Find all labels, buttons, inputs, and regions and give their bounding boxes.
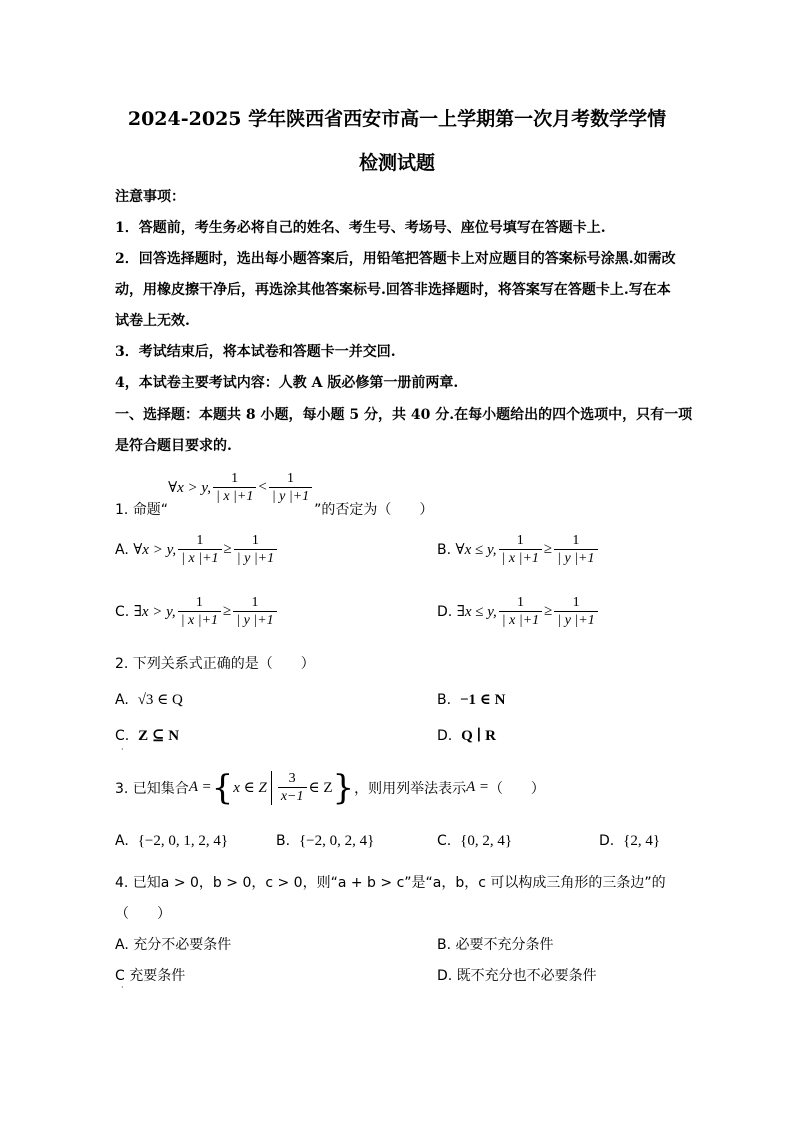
notice-heading: 注意事项： — [115, 189, 185, 205]
q4-option-a: A. 充分不必要条件 — [115, 937, 232, 953]
q1-quantifier: ∀x > y, — [168, 480, 211, 496]
question-3: 3. 已知集合 A = { x ∈ Z $\frac{3}{x-1}$ ∈ Z } ，则用列举法表示 A = （ ） — [115, 767, 545, 808]
q3-fraction: $\frac{3}{x-1}$ — [278, 770, 307, 805]
question-1 — [115, 470, 434, 518]
q4-option-c: C 充要条件 — [115, 968, 186, 984]
section-heading-cont: 是符合题目要求的. — [115, 438, 232, 454]
question-2: 2. 下列关系式正确的是（ ） — [115, 656, 315, 672]
notice-2-end: 试卷上无效. — [115, 313, 190, 329]
stray-mark-2: · — [121, 983, 124, 992]
q1-prefix: 1. 命题“ — [115, 502, 169, 518]
q1-option-b: B. ∀x ≤ y, $\frac{1}{| x |+1}$ ≥ $\frac{1}{| y |+1}$ — [437, 532, 600, 567]
notice-1: 1．答题前，考生务必将自己的姓名、考生号、考场号、座位号填写在答题卡上. — [115, 220, 606, 236]
q3-option-d: D. {2, 4} — [599, 833, 661, 849]
q2-option-c: C. Z ⊆ N — [115, 728, 180, 744]
question-4: 4. 已知a > 0，b > 0，c > 0，则“a + b > c”是“a，b，c 可以构成三角形的三条边”的 — [115, 875, 666, 891]
notice-4: 4，本试卷主要考试内容：人教 A 版必修第一册前两章. — [115, 375, 459, 391]
stray-mark: · — [121, 745, 124, 754]
q3-suffix: ，则用列举法表示 — [354, 780, 467, 797]
notice-3: 3．考试结束后，将本试卷和答题卡一并交回. — [115, 344, 396, 360]
title-line-2: 检测试题 — [358, 152, 435, 174]
q3-prefix: 3. 已知集合 — [115, 780, 189, 797]
q2-option-d: D. Q ∣ R — [437, 728, 497, 744]
question-4-paren: （ ） — [115, 906, 171, 922]
q1-option-a: A. ∀x > y, $\frac{1}{| x |+1}$ ≥ $\frac{1}{| y |+1}$ — [115, 532, 279, 567]
q1-option-d: D. ∃x ≤ y, $\frac{1}{| x |+1}$ ≥ $\frac{1}{| y |+1}$ — [437, 594, 600, 629]
q3-option-c: C. {0, 2, 4} — [437, 833, 513, 849]
q1-frac-right: $\frac{1}{| y |+1}$ — [269, 470, 312, 505]
q3-option-a: A. {−2, 0, 1, 2, 4} — [115, 833, 229, 849]
q2-option-a: A. √3 ∈ Q — [115, 692, 183, 708]
notice-2: 2．回答选择题时，选出每小题答案后，用铅笔把答题卡上对应题目的答案标号涂黑.如需改 — [115, 251, 676, 267]
q1-formula: ∀x > y, $\frac{1}{| x |+1}$ < $\frac{1}{| y |+1}$ — [168, 470, 314, 505]
q1-suffix: ”的否定为（ ） — [314, 502, 434, 518]
title-line-1: 2024-2025 学年陕西省西安市高一上学期第一次月考数学学情 — [127, 108, 667, 130]
q4-option-b: B. 必要不充分条件 — [437, 937, 554, 953]
q1-option-c: C. ∃x > y, $\frac{1}{| x |+1}$ ≥ $\frac{1}{| y |+1}$ — [115, 594, 279, 629]
q4-option-d: D. 既不充分也不必要条件 — [437, 968, 597, 984]
q1-frac-left: $\frac{1}{| x |+1}$ — [213, 470, 256, 505]
section-heading: 一、选择题：本题共 8 小题，每小题 5 分，共 40 分.在每小题给出的四个选项中，只有一项 — [115, 407, 693, 423]
q2-option-b: B. −1 ∈ N — [437, 692, 506, 708]
notice-2-cont: 动，用橡皮擦干净后，再选涂其他答案标号.回答非选择题时，将答案写在答题卡上.写在本 — [115, 282, 671, 298]
q3-option-b: B. {−2, 0, 2, 4} — [276, 833, 375, 849]
